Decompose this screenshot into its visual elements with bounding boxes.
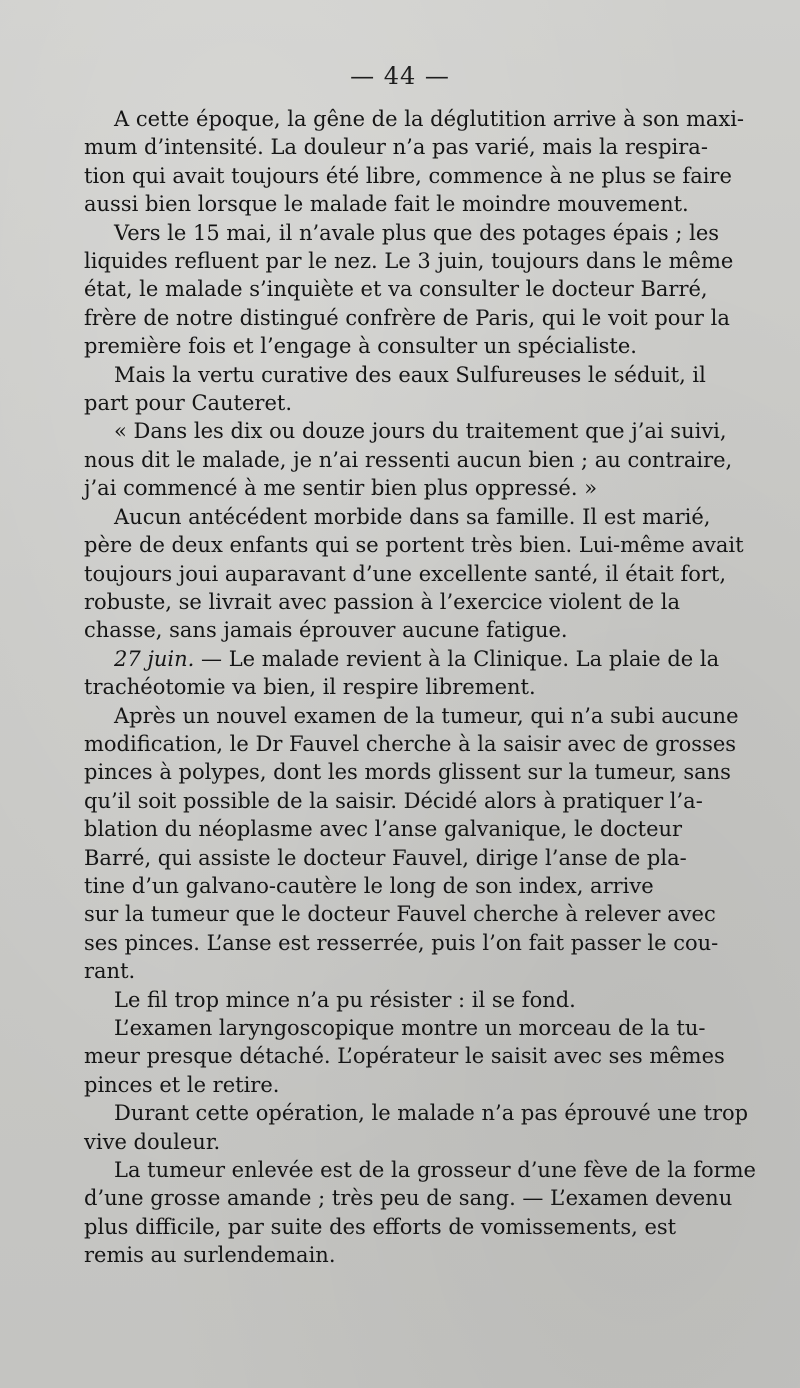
text-line: Barré, qui assiste le docteur Fauvel, dirige l’anse de pla- (84, 845, 687, 870)
text-line: père de deux enfants qui se portent très bien. Lui-même avait (84, 533, 744, 558)
paragraph (84, 702, 744, 986)
text-line: Aucun antécédent morbide dans sa famille. Il est marié, (114, 504, 711, 529)
text-line: nous dit le malade, je n’ai ressenti aucun bien ; au contraire, (84, 447, 733, 472)
text-line: tion qui avait toujours été libre, commence à ne plus se faire (84, 163, 732, 188)
text-line: trachéotomie va bien, il respire librement. (84, 675, 536, 700)
text-line: blation du néoplasme avec l’anse galvanique, le docteur (84, 817, 683, 842)
text-line: mum d’intensité. La douleur n’a pas varié, mais la respira- (84, 135, 708, 160)
text-line: rant. (84, 959, 136, 984)
text-line: aussi bien lorsque le malade fait le moindre mouvement. (84, 192, 689, 217)
text-line: La tumeur enlevée est de la grosseur d’une fève de la forme (114, 1158, 756, 1183)
text-fragment: — Le malade revient à la Clinique. La plaie de la (194, 646, 720, 671)
text-line: première fois et l’engage à consulter un spécialiste. (84, 334, 637, 359)
text-line: plus difficile, par suite des efforts de vomissements, est (84, 1214, 677, 1239)
paragraph (84, 1014, 744, 1099)
text-line: frère de notre distingué confrère de Paris, qui le voit pour la (84, 305, 730, 330)
text-line: remis au surlendemain. (84, 1243, 336, 1268)
date-heading: 27 juin. (114, 646, 195, 671)
text-line: liquides refluent par le nez. Le 3 juin, toujours dans le même (84, 249, 734, 274)
text-line: Durant cette opération, le malade n’a pas éprouvé une trop (114, 1101, 749, 1126)
text-line (84, 645, 744, 673)
paragraph (84, 1099, 749, 1156)
paragraph (84, 1156, 756, 1270)
text-line: part pour Cauteret. (84, 391, 293, 416)
text-line: qu’il soit possible de la saisir. Décidé alors à pratiquer l’a- (84, 788, 703, 813)
paragraph (84, 417, 744, 502)
paragraph (84, 219, 744, 361)
paragraph (84, 645, 744, 702)
body-text (84, 105, 756, 1270)
text-line: d’une grosse amande ; très peu de sang. — L’examen devenu (84, 1186, 733, 1211)
text-line: Vers le 15 mai, il n’avale plus que des potages épais ; les (114, 220, 720, 245)
text-line: vive douleur. (84, 1129, 221, 1154)
text-line: pinces et le retire. (84, 1072, 280, 1097)
text-line: Le fil trop mince n’a pu résister : il se fond. (114, 987, 576, 1012)
text-line: j’ai commencé à me sentir bien plus oppressé. » (84, 476, 598, 501)
paragraph (84, 986, 744, 1014)
text-line: pinces à polypes, dont les mords glissent sur la tumeur, sans (84, 760, 731, 785)
paragraph (84, 105, 744, 219)
text-line: sur la tumeur que le docteur Fauvel cherche à relever avec (84, 902, 716, 927)
text-line: toujours joui auparavant d’une excellente santé, il était fort, (84, 561, 727, 586)
paragraph (84, 503, 744, 645)
page-number: — 44 — (350, 62, 450, 90)
paragraph (84, 361, 744, 418)
text-line: Mais la vertu curative des eaux Sulfureuses le séduit, il (114, 362, 706, 387)
text-line: robuste, se livrait avec passion à l’exercice violent de la (84, 589, 680, 614)
text-line: A cette époque, la gêne de la déglutition arrive à son maxi- (114, 107, 745, 131)
text-line: meur presque détaché. L’opérateur le saisit avec ses mêmes (84, 1044, 725, 1069)
text-line: tine d’un galvano-cautère le long de son index, arrive (84, 873, 654, 898)
text-line: L’examen laryngoscopique montre un morceau de la tu- (114, 1016, 706, 1040)
text-line: « Dans les dix ou douze jours du traitement que j’ai suivi, (114, 419, 727, 444)
text-line: ses pinces. L’anse est resserrée, puis l’on fait passer le cou- (84, 930, 719, 955)
text-line: modification, le Dr Fauvel cherche à la saisir avec de grosses (84, 731, 737, 756)
text-line: chasse, sans jamais éprouver aucune fatigue. (84, 618, 568, 643)
text-line: état, le malade s’inquiète et va consulter le docteur Barré, (84, 277, 708, 302)
text-line: Après un nouvel examen de la tumeur, qui n’a subi aucune (114, 703, 739, 728)
